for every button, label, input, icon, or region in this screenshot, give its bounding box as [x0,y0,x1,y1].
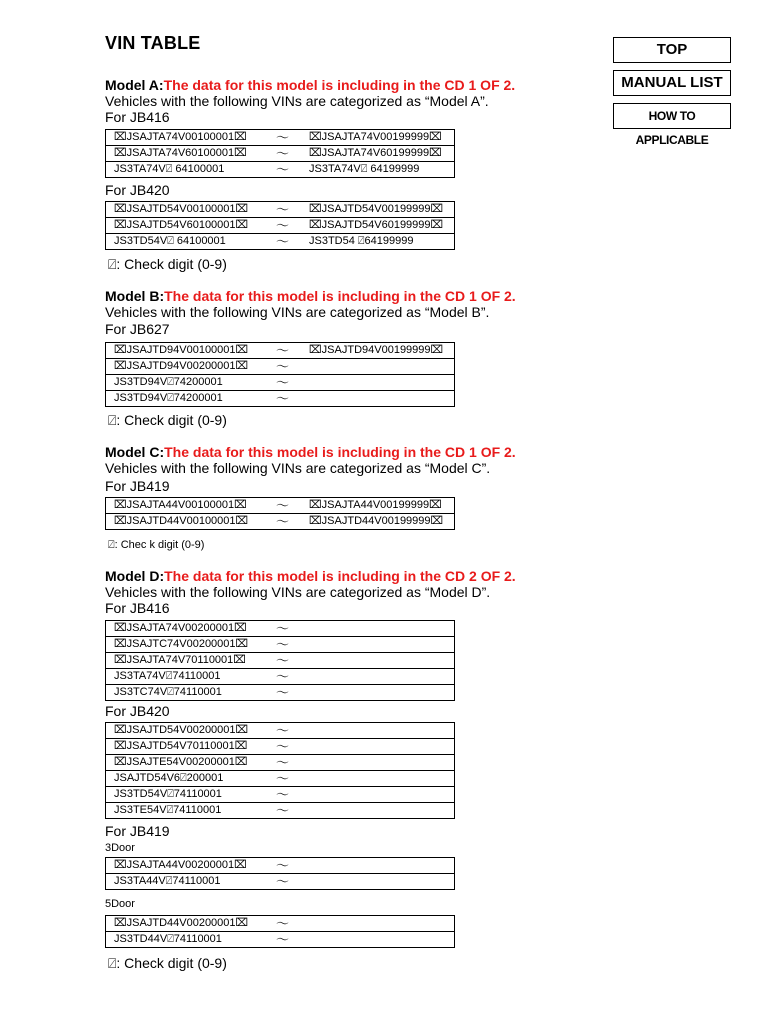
model-a-check-digit-note: ⍁: Check digit (0-9) [108,256,227,272]
vin-range-row [106,130,454,145]
how-to-applicable-button[interactable]: HOW TO APPLICABLE [613,103,731,129]
range-tilde: ～ [276,669,290,684]
vin-end: ⌧JSAJTD54V00199999⌧ [309,203,444,215]
vin-range-row [106,770,454,786]
vin-start: JS3TE54V⍁74110001 [114,804,222,816]
model-d-jb416-label: For JB416 [105,600,170,616]
vin-end: ⌧JSAJTD94V00199999⌧ [309,344,444,356]
model-c-check-digit-note: ⍁: Chec k digit (0-9) [108,539,205,551]
model-d-prefix: Model D: [105,568,165,584]
range-tilde: ～ [276,874,290,889]
page-title: VIN TABLE [105,33,201,53]
vin-end: JS3TD54 ⍁64199999 [309,235,414,247]
vin-start: JS3TD54V⍁ 64100001 [114,235,226,247]
range-tilde: ～ [276,653,290,668]
vin-end: ⌧JSAJTD44V00199999⌧ [309,515,444,527]
range-tilde: ～ [276,916,290,931]
model-d-description: Vehicles with the following VINs are categorized as “Model D”. [105,584,491,600]
vin-range-row [106,754,454,770]
vin-table-model-b-jb627 [105,342,455,407]
vin-range-row [106,145,454,161]
vin-start: ⌧JSAJTA44V00200001⌧ [114,859,247,871]
vin-start: JS3TA44V⍁74110001 [114,875,221,887]
vin-table-model-d-jb416 [105,620,455,701]
range-tilde: ～ [276,637,290,652]
vin-start: JS3TD44V⍁74110001 [114,933,222,945]
model-b-check-digit-note: ⍁: Check digit (0-9) [108,412,227,428]
model-a-prefix: Model A: [105,77,164,93]
vin-start: ⌧JSAJTD54V00100001⌧ [114,203,249,215]
model-c-description: Vehicles with the following VINs are categorized as “Model C”. [105,460,491,476]
vin-start: JS3TC74V⍁74110001 [114,686,222,698]
vin-range-row [106,931,454,947]
range-tilde: ～ [276,498,290,513]
vin-end: ⌧JSAJTD54V60199999⌧ [309,219,444,231]
vin-range-row [106,343,454,358]
model-d-3door-label: 3Door [105,842,135,854]
vin-start: JSAJTD54V6⍁200001 [114,772,224,784]
model-c-heading [105,444,516,460]
model-d-jb419-label: For JB419 [105,823,170,839]
model-b-description: Vehicles with the following VINs are categorized as “Model B”. [105,304,490,320]
vin-start: JS3TD94V⍁74200001 [114,392,223,404]
vin-range-row [106,621,454,636]
vin-table-model-a-jb420 [105,201,455,250]
range-tilde: ～ [276,343,290,358]
range-tilde: ～ [276,803,290,818]
vin-start: JS3TD54V⍁74110001 [114,788,222,800]
model-d-check-digit-note: ⍁: Check digit (0-9) [108,955,227,971]
vin-end: JS3TA74V⍁ 64199999 [309,163,420,175]
model-a-cd-note: The data for this model is including in the CD 1 OF 2. [163,77,516,93]
range-tilde: ～ [276,146,290,161]
model-b-cd-note: The data for this model is including in the CD 1 OF 2. [164,288,516,304]
vin-range-row [106,684,454,700]
vin-range-row [106,723,454,738]
model-a-jb416-label: For JB416 [105,109,170,125]
vin-start: ⌧JSAJTA74V00100001⌧ [114,131,247,143]
manual-list-button[interactable]: MANUAL LIST [613,70,731,96]
vin-range-row [106,202,454,217]
model-d-cd-note: The data for this model is including in the CD 2 OF 2. [164,568,516,584]
vin-end: ⌧JSAJTA44V00199999⌧ [309,499,442,511]
vin-range-row [106,217,454,233]
vin-end: ⌧JSAJTA74V00199999⌧ [309,131,442,143]
vin-start: ⌧JSAJTD44V00100001⌧ [114,515,249,527]
vin-range-row [106,498,454,513]
vin-range-row [106,668,454,684]
vin-start: ⌧JSAJTD44V00200001⌧ [114,917,249,929]
model-b-jb627-label: For JB627 [105,321,170,337]
model-b-prefix: Model B: [105,288,165,304]
vin-range-row [106,858,454,873]
vin-table-model-c-jb419 [105,497,455,530]
range-tilde: ～ [276,202,290,217]
vin-range-row [106,916,454,931]
vin-start: ⌧JSAJTD54V00200001⌧ [114,724,249,736]
vin-end: ⌧JSAJTA74V60199999⌧ [309,147,442,159]
vin-range-row [106,390,454,406]
vin-range-row [106,636,454,652]
vin-range-row [106,738,454,754]
range-tilde: ～ [276,359,290,374]
vin-range-row [106,513,454,529]
vin-start: ⌧JSAJTA74V70110001⌧ [114,654,246,666]
range-tilde: ～ [276,858,290,873]
top-button[interactable]: TOP [613,37,731,63]
vin-range-row [106,161,454,177]
vin-start: ⌧JSAJTC74V00200001⌧ [114,638,249,650]
model-d-heading [105,568,516,584]
vin-start: ⌧JSAJTE54V00200001⌧ [114,756,248,768]
vin-range-row [106,358,454,374]
model-c-jb419-label: For JB419 [105,478,170,494]
model-c-cd-note: The data for this model is including in the CD 1 OF 2. [164,444,516,460]
vin-range-row [106,802,454,818]
vin-range-row [106,652,454,668]
vin-range-row [106,374,454,390]
vin-table-model-d-jb419-5door [105,915,455,948]
range-tilde: ～ [276,375,290,390]
range-tilde: ～ [276,723,290,738]
range-tilde: ～ [276,685,290,700]
vin-start: JS3TA74V⍁ 64100001 [114,163,225,175]
model-a-jb420-label: For JB420 [105,182,170,198]
model-b-heading [105,288,516,304]
range-tilde: ～ [276,162,290,177]
vin-start: JS3TA74V⍁74110001 [114,670,221,682]
vin-start: JS3TD94V⍁74200001 [114,376,223,388]
range-tilde: ～ [276,787,290,802]
model-c-prefix: Model C: [105,444,165,460]
vin-range-row [106,873,454,889]
vin-table-model-d-jb420 [105,722,455,819]
vin-start: ⌧JSAJTA44V00100001⌧ [114,499,247,511]
range-tilde: ～ [276,218,290,233]
range-tilde: ～ [276,932,290,947]
vin-start: ⌧JSAJTD54V60100001⌧ [114,219,249,231]
vin-start: ⌧JSAJTA74V60100001⌧ [114,147,247,159]
range-tilde: ～ [276,130,290,145]
range-tilde: ～ [276,739,290,754]
range-tilde: ～ [276,771,290,786]
vin-table-model-a-jb416 [105,129,455,178]
range-tilde: ～ [276,621,290,636]
vin-start: ⌧JSAJTD54V70110001⌧ [114,740,248,752]
vin-start: ⌧JSAJTA74V00200001⌧ [114,622,247,634]
vin-start: ⌧JSAJTD94V00100001⌧ [114,344,249,356]
range-tilde: ～ [276,514,290,529]
range-tilde: ～ [276,755,290,770]
range-tilde: ～ [276,234,290,249]
vin-range-row [106,786,454,802]
model-d-5door-label: 5Door [105,898,135,910]
vin-table-model-d-jb419-3door [105,857,455,890]
vin-start: ⌧JSAJTD94V00200001⌧ [114,360,249,372]
vin-range-row [106,233,454,249]
range-tilde: ～ [276,391,290,406]
model-a-description: Vehicles with the following VINs are categorized as “Model A”. [105,93,489,109]
model-a-heading [105,77,515,93]
model-d-jb420-label: For JB420 [105,703,170,719]
